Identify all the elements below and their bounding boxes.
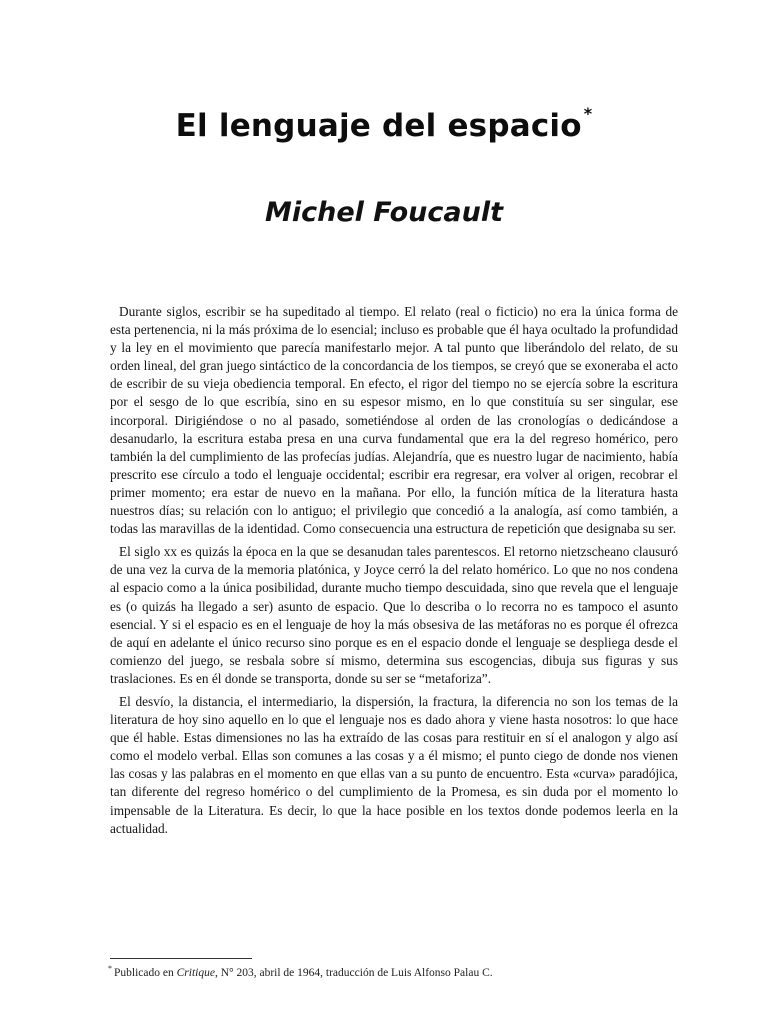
footnote-prefix: Publicado en: [114, 966, 177, 979]
footnote: [108, 964, 708, 979]
body-text: [110, 303, 678, 843]
footnote-divider: [110, 958, 252, 959]
title-footnote-mark[interactable]: *: [583, 103, 593, 123]
title-text: El lenguaje del espacio: [175, 108, 582, 144]
paragraph-1: Durante siglos, escribir se ha supeditado al tiempo. El relato (real o ficticio) no era la única forma de esta pertenencia, ni la más próxima de lo esencial; incluso es probable que él haya ocultado la profundidad y la ley en el movimiento que parecía manifestarlo mejor. A tal punto que liberándolo del relato, de su orden lineal, del gran juego sintáctico de la concordancia de los tiempos, se creyó que se exoneraba el acto de escribir de su vieja obediencia temporal. En efecto, el rigor del tiempo no se ejercía sobre la escritura por el sesgo de lo que escribía, sino en su espesor mismo, en lo que constituía su ser singular, ese incorporal. Dirigiéndose o no al pasado, sometiéndose al orden de las cronologías o dedicándose a desanudarlo, la escritura estaba presa en una curva fundamental que era la del regreso homérico, pero también la del cumplimiento de las profecías judías. Alejandría, que es nuestro lugar de nacimiento, había prescrito ese círculo a todo el lenguaje occidental; escribir era regresar, era volver al origen, recobrar el primer momento; era estar de nuevo en la mañana. Por ello, la función mítica de la literatura hasta nuestros días; su relación con lo antiguo; el privilegio que concedió a la analogía, así como también, a todas las maravillas de la identidad. Como consecuencia una estructura de repetición que designaba su ser.: [110, 304, 678, 537]
footnote-journal: Critique: [176, 966, 215, 979]
page-title: [0, 103, 768, 144]
author-name: Michel Foucault: [264, 197, 504, 228]
paragraph-2: El siglo xx es quizás la época en la que se desanudan tales parentescos. El retorno nietzscheano clausuró de una vez la curva de la memoria platónica, y Joyce cerró la del relato homérico. Lo que no nos condena al espacio como a la única posibilidad, durante mucho tiempo descuidada, sino que revela que el lenguaje es (o quizás ha llegado a ser) asunto de espacio. Que lo describa o lo recorra no es tampoco el asunto esencial. Y si el espacio es en el lenguaje de hoy la más obsesiva de las metáforas no es porque él ofrezca de aquí en adelante el único recurso sino porque es en el espacio donde el lenguaje se despliega desde el comienzo del juego, se resbala sobre sí mismo, determina sus escogencias, dibuja sus figuras y sus traslaciones. Es en él donde se transporta, donde su ser se “metaforiza”.: [110, 544, 678, 686]
footnote-mark: *: [108, 964, 112, 973]
paragraph-3: El desvío, la distancia, el intermediario, la dispersión, la fractura, la diferencia no son los temas de la literatura de hoy sino aquello en lo que el lenguaje nos es dado ahora y viene hasta nosotros: lo que hace que él hable. Estas dimensiones no las ha extraído de las cosas para restituir en sí el analogon y algo así como el modelo verbal. Ellas son comunes a las cosas y a él mismo; el punto ciego de donde nos vienen las cosas y las palabras en el momento en que ellas van a su punto de encuentro. Esta «curva» paradójica, tan diferente del regreso homérico o del cumplimiento de la Promesa, es sin duda por el momento lo impensable de la Literatura. Es decir, lo que la hace posible en los textos donde podemos leerla en la actualidad.: [110, 693, 678, 836]
footnote-suffix: , N° 203, abril de 1964, traducción de Luis Alfonso Palau C.: [214, 966, 493, 979]
